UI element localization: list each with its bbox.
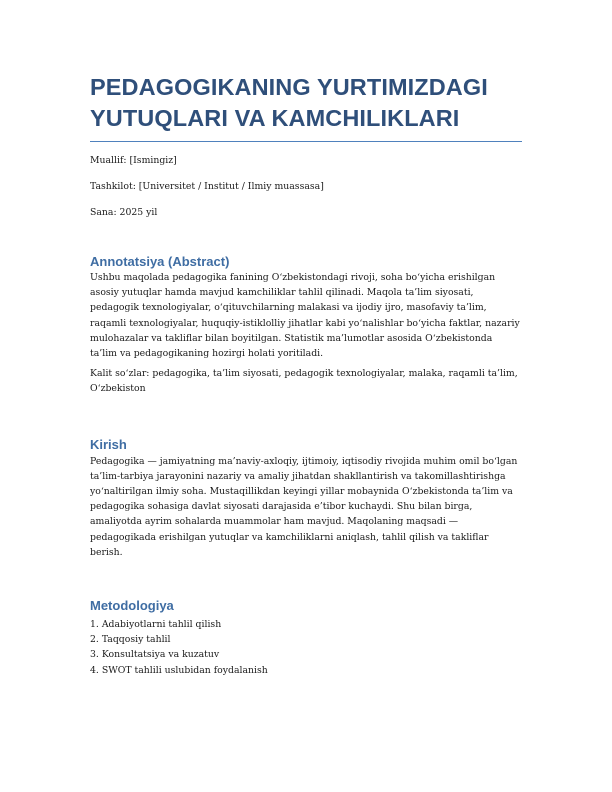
- methodology-item: 2. Taqqosiy tahlil: [90, 634, 171, 646]
- keywords-text: Kalit so‘zlar: pedagogika, ta’lim siyosati, pedagogik texnologiyalar, malaka, raqamli ta’lim, O‘zbekiston: [90, 368, 518, 395]
- document-title: [90, 72, 522, 134]
- organization-line: Tashkilot: [Universitet / Institut / Ilmiy muassasa]: [90, 181, 324, 192]
- author-line: Muallif: [Ismingiz]: [90, 155, 177, 166]
- abstract-heading: Annotatsiya (Abstract): [90, 254, 230, 269]
- introduction-heading: Kirish: [90, 436, 127, 452]
- methodology-item: 1. Adabiyotlarni tahlil qilish: [90, 619, 222, 631]
- methodology-heading: Metodologiya: [90, 598, 174, 614]
- abstract-text: Ushbu maqolada pedagogika fanining O‘zbekistondagi rivoji, soha bo‘yicha erishilgan asosiy yutuqlar hamda mavjud kamchiliklar tahlil qilinadi. Maqola ta’lim siyosati, pedagogik texnologiyalar, o‘qituvchilarning malakasi va ijodiy ijro, masofaviy ta’lim, raqamli texnologiyalar, huquqiy-istiklolliy jihatlar kabi yo‘nalishlar bo‘yicha faktlar, nazariy mulohazalar va takliflar bilan boyitilgan. Statistik ma’lumotlar asosida O‘zbekistonda ta’lim va pedagogikaning hozirgi holati yoritiladi.: [90, 272, 520, 360]
- document-page: [90, 72, 522, 678]
- title-line-2: YUTUQLARI VA KAMCHILIKLARI: [90, 105, 460, 131]
- title-line-1: PEDAGOGIKANING YURTIMIZDAGI: [90, 74, 488, 100]
- methodology-list: [90, 617, 522, 678]
- introduction-text: Pedagogika — jamiyatning ma’naviy-axloqiy, ijtimoiy, iqtisodiy rivojida muhim omil bo‘lgan ta’lim-tarbiya jarayonini nazariy va amaliy jihatdan shakllantirish va takomillashtirishga yo‘naltirilgan ilmiy soha. Mustaqillikdan keyingi yillar mobaynida O‘zbekistonda ta’lim va pedagogika sohasiga davlat siyosati darajasida e’tibor kuchaydi. Shu bilan birga, amaliyotda ayrim sohalarda muammolar ham mavjud. Maqolaning maqsadi — pedagogikada erishilgan yutuqlar va kamchiliklarni aniqlash, tahlil qilish va takliflar berish.: [90, 455, 518, 558]
- date-line: Sana: 2025 yil: [90, 207, 158, 218]
- title-underline: [90, 141, 522, 142]
- methodology-item: 3. Konsultatsiya va kuzatuv: [90, 649, 220, 661]
- methodology-item: 4. SWOT tahlili uslubidan foydalanish: [90, 664, 268, 676]
